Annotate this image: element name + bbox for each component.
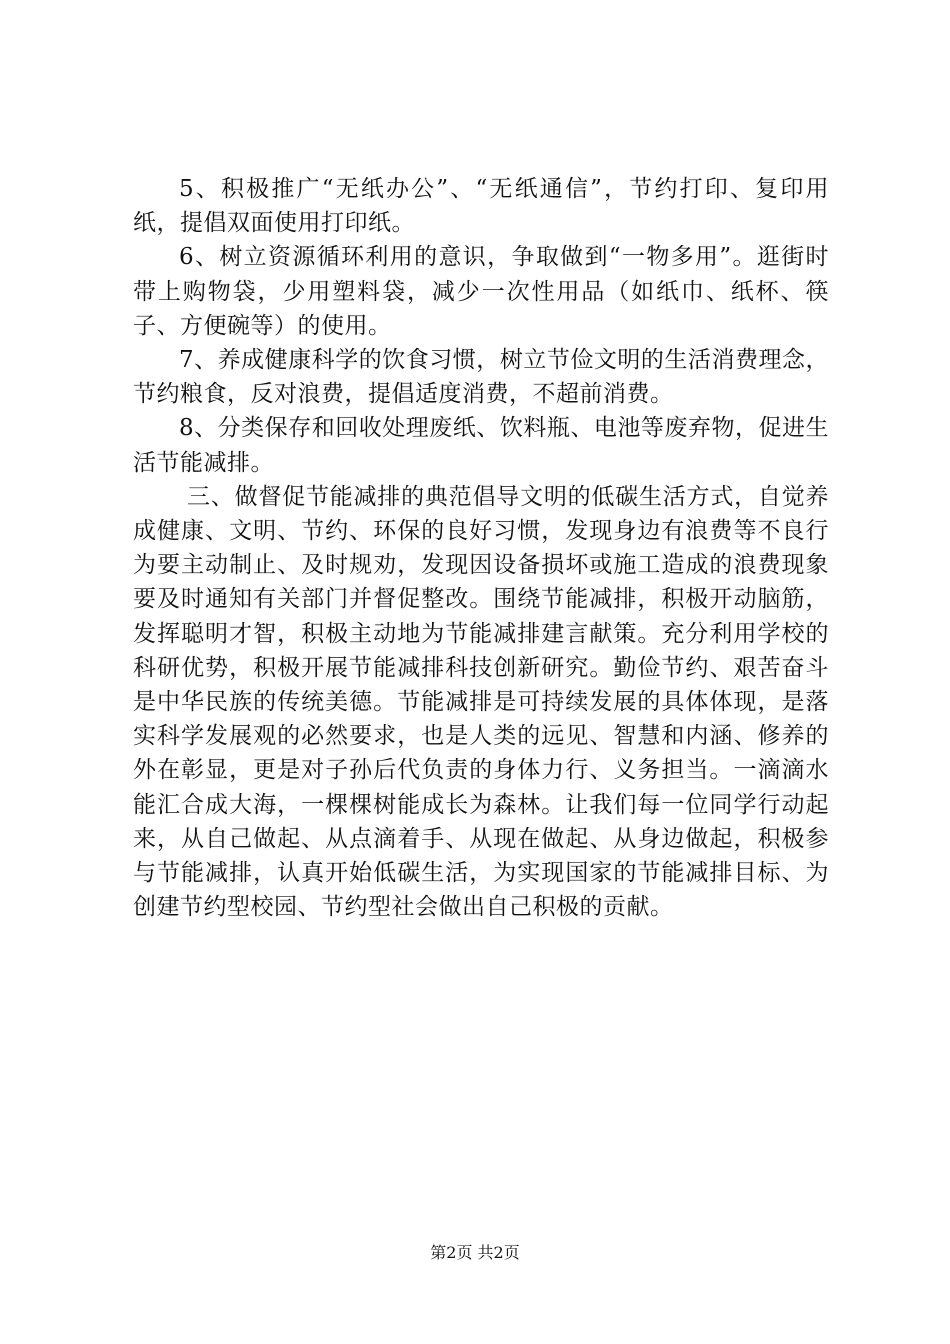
paragraph-item-7: 7、养成健康科学的饮食习惯，树立节俭文明的生活消费理念，节约粮食，反对浪费，提倡适度消费，不超前消费。 [133, 347, 829, 408]
paragraph-item-8: 8、分类保存和回收处理废纸、饮料瓶、电池等废弃物，促进生活节能减排。 [133, 415, 829, 476]
paragraph-item-5: 5、积极推广“无纸办公”、“无纸通信”，节约打印、复印用纸，提倡双面使用打印纸。 [133, 176, 829, 237]
paragraph-item-6: 6、树立资源循环利用的意识，争取做到“一物多用”。逛街时带上购物袋，少用塑料袋，减少一次性用品（如纸巾、纸杯、筷子、方便碗等）的使用。 [133, 244, 829, 339]
page-footer: 第2页 共2页 [430, 1243, 520, 1262]
document-body [133, 172, 829, 924]
paragraph-section-three: 三、做督促节能减排的典范倡导文明的低碳生活方式，自觉养成健康、文明、节约、环保的良好习惯，发现身边有浪费等不良行为要主动制止、及时规劝，发现因设备损坏或施工造成的浪费现象要及时通知有关部门并督促整改。围绕节能减排，积极开动脑筋，发挥聪明才智，积极主动地为节能减排建言献策。充分利用学校的科研优势，积极开展节能减排科技创新研究。勤俭节约、艰苦奋斗是中华民族的传统美德。节能减排是可持续发展的具体体现，是落实科学发展观的必然要求，也是人类的远见、智慧和内涵、修养的外在彰显，更是对子孙后代负责的身体力行、义务担当。一滴滴水能汇合成大海，一棵棵树能成长为森林。让我们每一位同学行动起来，从自己做起、从点滴着手、从现在做起、从身边做起，积极参与节能减排，认真开始低碳生活，为实现国家的节能减排目标、为创建节约型校园、节约型社会做出自己积极的贡献。 [133, 483, 829, 921]
